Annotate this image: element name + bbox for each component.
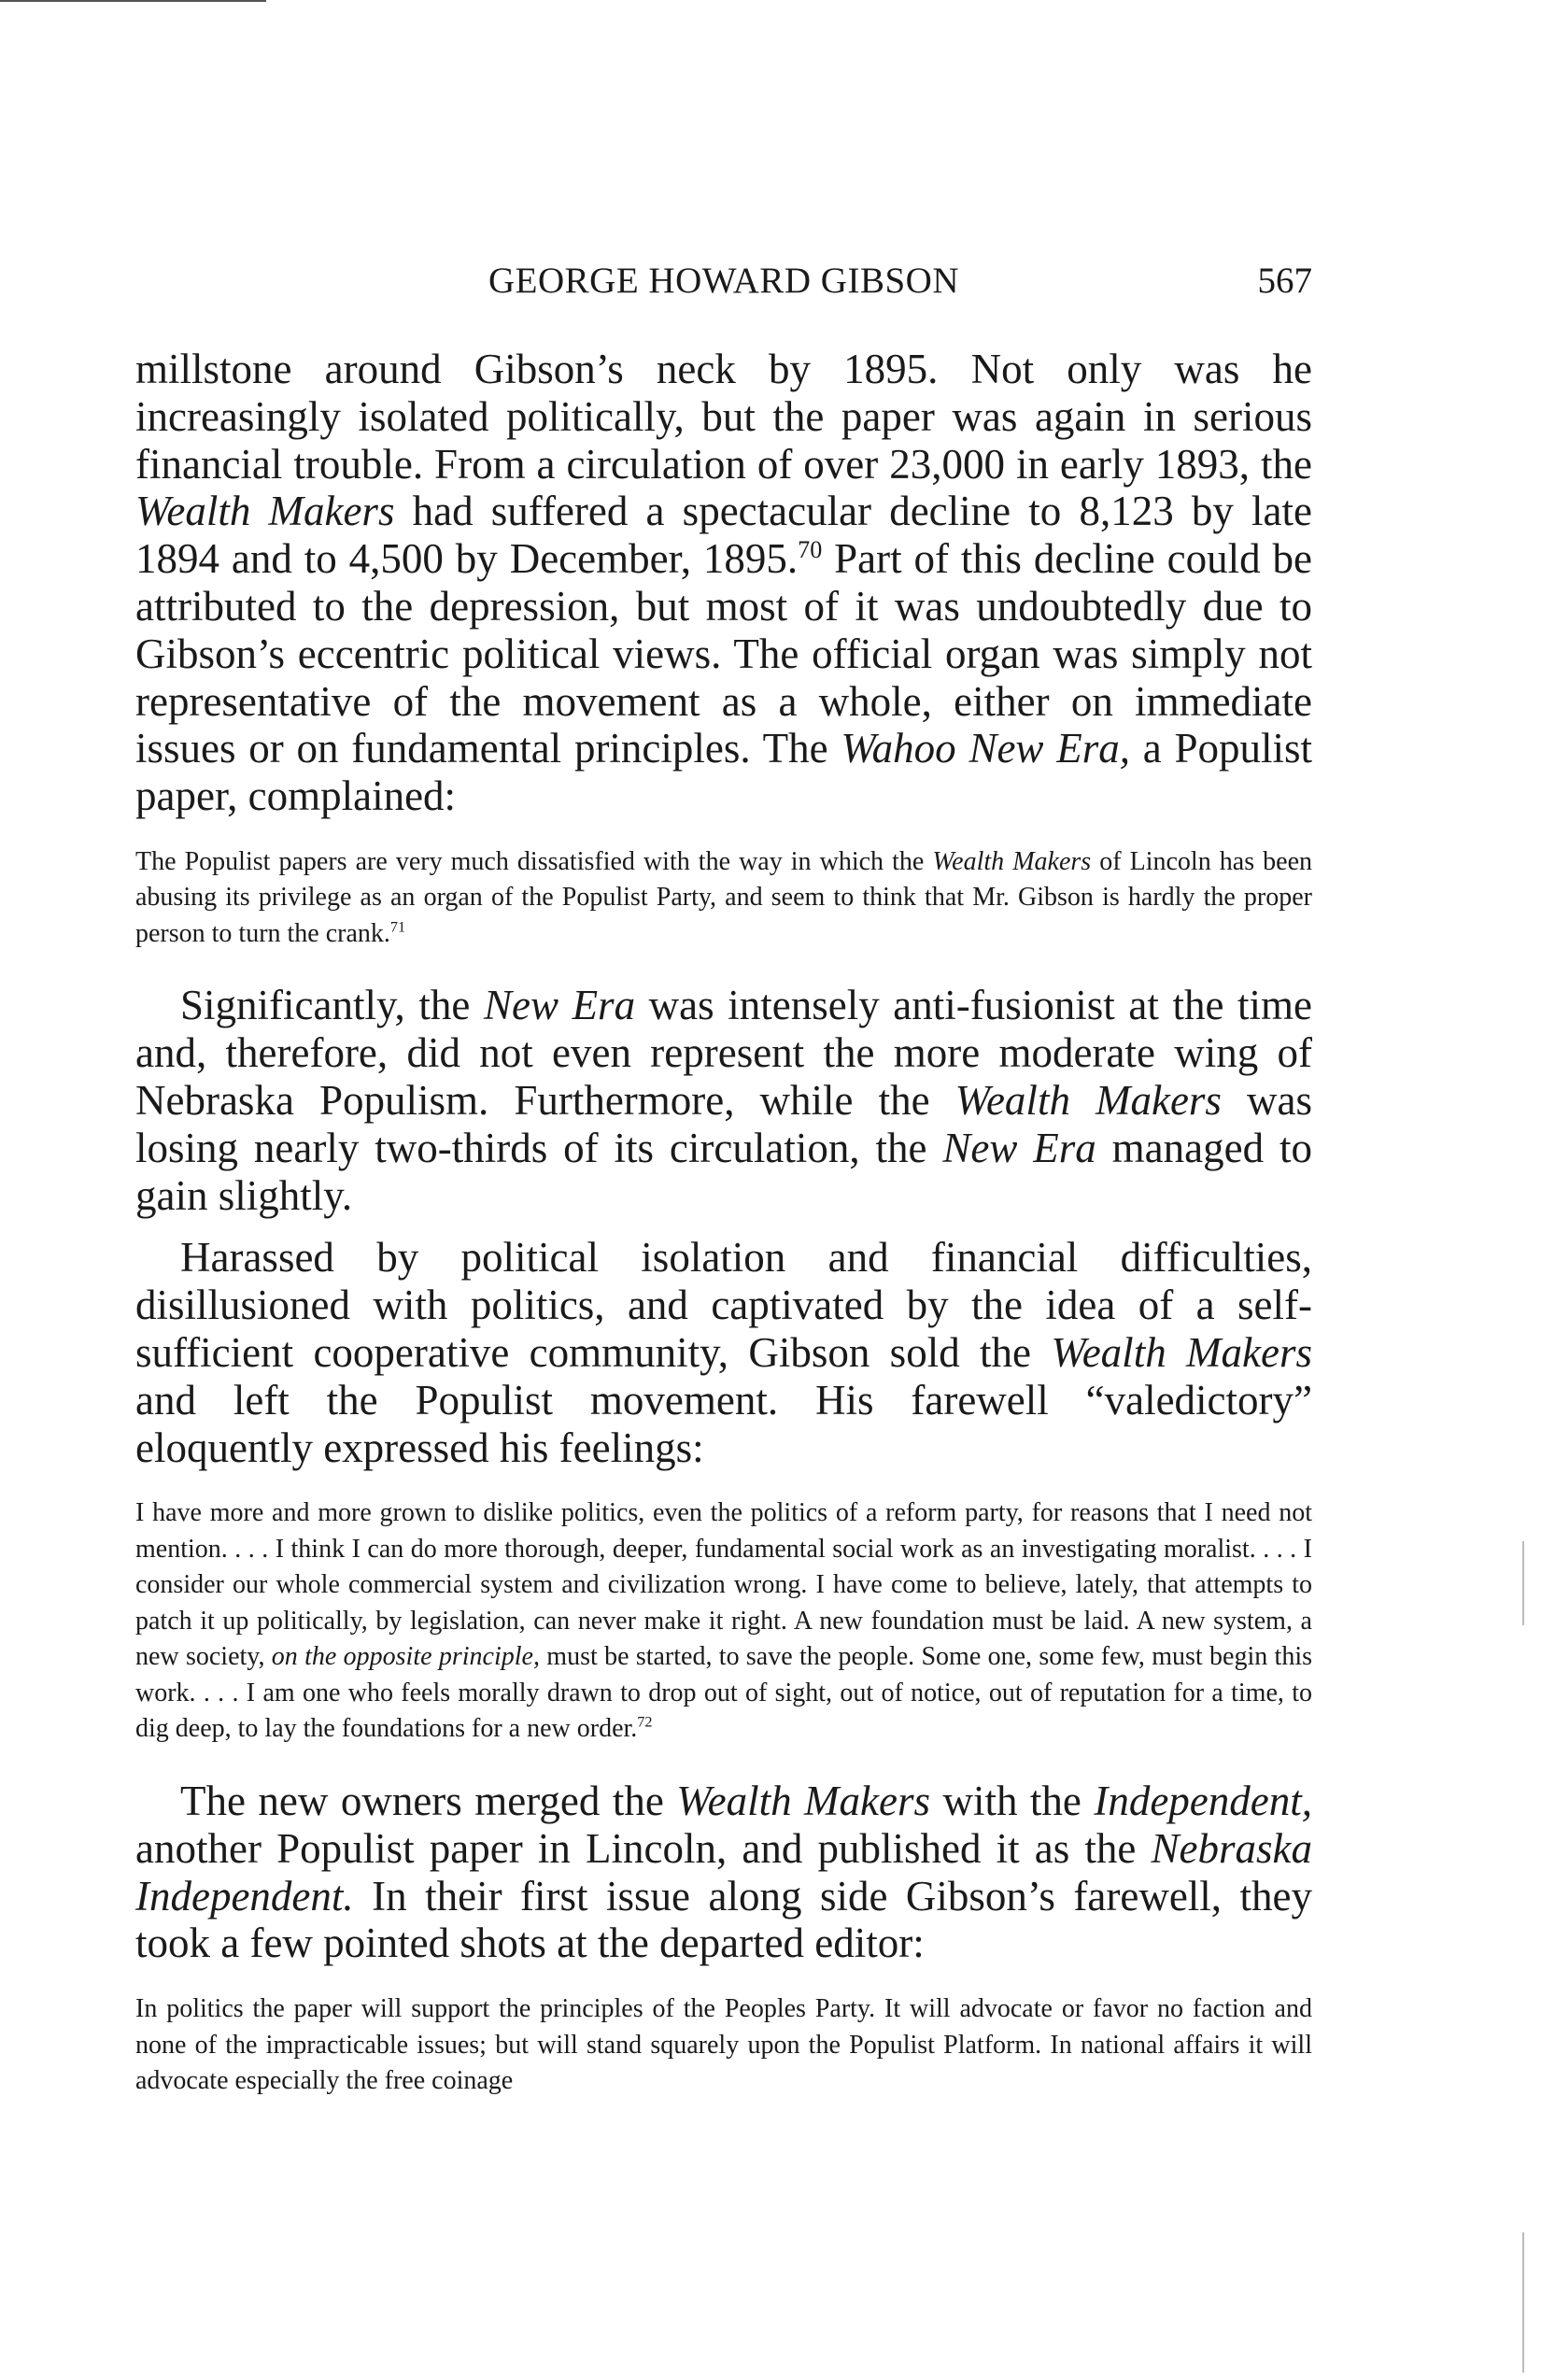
text-run: must be started, to save the people. Some one, some few, must begin this work. . . . I am one who feels morally drawn to drop out of sight, out of notice, out of reputation for a time, to dig deep, to lay the foundations for a new order. — [135, 1642, 1313, 1744]
block-quote-2 — [135, 1495, 1312, 1748]
text-run: and left the Populist movement. His farewell “valedictory” eloquently expressed his feelings: — [135, 1376, 1312, 1471]
italic-title: Nebraska Independent. — [135, 1824, 1312, 1920]
italic-title: Independent, — [1094, 1777, 1312, 1824]
text-run: with the — [930, 1777, 1095, 1824]
page-body — [135, 346, 1312, 2100]
italic-phrase: on the opposite principle, — [271, 1642, 540, 1672]
scan-edge-mark — [1522, 1541, 1524, 1625]
italic-title: Wahoo New Era, — [841, 725, 1130, 772]
text-run: The new owners merged the — [180, 1777, 677, 1824]
italic-title: Wealth Makers — [932, 846, 1092, 876]
text-run: In their first issue along side Gibson’s farewell, they took a few pointed shots at the departed editor: — [135, 1872, 1312, 1967]
footnote-ref-70: 70 — [798, 536, 823, 564]
page-number: 567 — [1257, 261, 1312, 301]
text-run: of Lincoln has been abusing its privilege as an organ of the Populist Party, and seem to think that Mr. Gibson is hardly the proper person to turn the crank. — [135, 846, 1313, 948]
text-run: Significantly, the — [180, 982, 484, 1029]
top-rule — [0, 0, 266, 2]
paragraph-4 — [135, 1778, 1312, 1967]
page-header — [135, 260, 1312, 306]
text-run: was intensely anti-fusionist at the time and, therefore, did not even represent the more moderate wing of Nebraska Populism. Furthermore, while the — [135, 982, 1312, 1125]
text-run: The Populist papers are very much dissatisfied with the way in which the — [135, 846, 933, 876]
text-run: millstone around Gibson’s neck by 1895. Not only was he increasingly isolated politically, but the paper was again in serious financial trouble. From a circulation of over 23,000 in early 1893, the — [135, 346, 1312, 488]
italic-title: Wealth Makers — [135, 488, 395, 535]
italic-title: Wealth Makers — [1051, 1329, 1312, 1377]
running-head: GEORGE HOWARD GIBSON — [488, 261, 959, 301]
text-run: managed to gain slightly. — [135, 1124, 1312, 1219]
italic-title: Wealth Makers — [676, 1777, 930, 1824]
text-run: was losing nearly two-thirds of its circulation, the — [135, 1077, 1312, 1171]
italic-title: New Era — [942, 1124, 1096, 1171]
paragraph-1 — [135, 346, 1312, 820]
block-quote-3 — [135, 1991, 1312, 2100]
text-run: In politics the paper will support the principles of the Peoples Party. It will advocate or favor no faction and none of the impracticable issues; but will stand squarely upon the Populist Platform. In national affairs it will advocate especially the free coinage — [135, 1994, 1312, 2096]
scan-edge-mark — [1522, 2232, 1524, 2373]
text-run: I have more and more grown to dislike politics, even the politics of a reform party, for reasons that I need not mention. . . . I think I can do more thorough, deeper, fundamental social work as an investigating moralist. . . . I consider our whole commercial system and civilization wrong. I have come to believe, lately, that attempts to patch it up politically, by legislation, can never make it right. A new foundation must be laid. A new system, a new society, — [135, 1498, 1312, 1672]
italic-title: Wealth Makers — [954, 1077, 1222, 1125]
text-run: Harassed by political isolation and financial difficulties, disillusioned with politics, and captivated by the idea of a self-sufficient cooperative community, Gibson sold the — [135, 1234, 1312, 1377]
text-run: a Populist paper, complained: — [135, 725, 1313, 820]
paragraph-3 — [135, 1234, 1312, 1471]
block-quote-1 — [135, 844, 1312, 953]
footnote-ref-71: 71 — [389, 918, 406, 936]
paragraph-2 — [135, 982, 1312, 1219]
text-run: had suffered a spectacular decline to 8,123 by late 1894 and to 4,500 by December, 1895. — [135, 488, 1313, 583]
text-run: another Populist paper in Lincoln, and published it as the — [135, 1824, 1152, 1872]
footnote-ref-72: 72 — [637, 1714, 653, 1732]
italic-title: New Era — [483, 982, 636, 1029]
text-run: Part of this decline could be attributed to the depression, but most of it was undoubtedly due to Gibson’s eccentric political views. The official organ was simply not representative of the movement as a whole, either on immediate issues or on fundamental principles. The — [135, 535, 1312, 772]
